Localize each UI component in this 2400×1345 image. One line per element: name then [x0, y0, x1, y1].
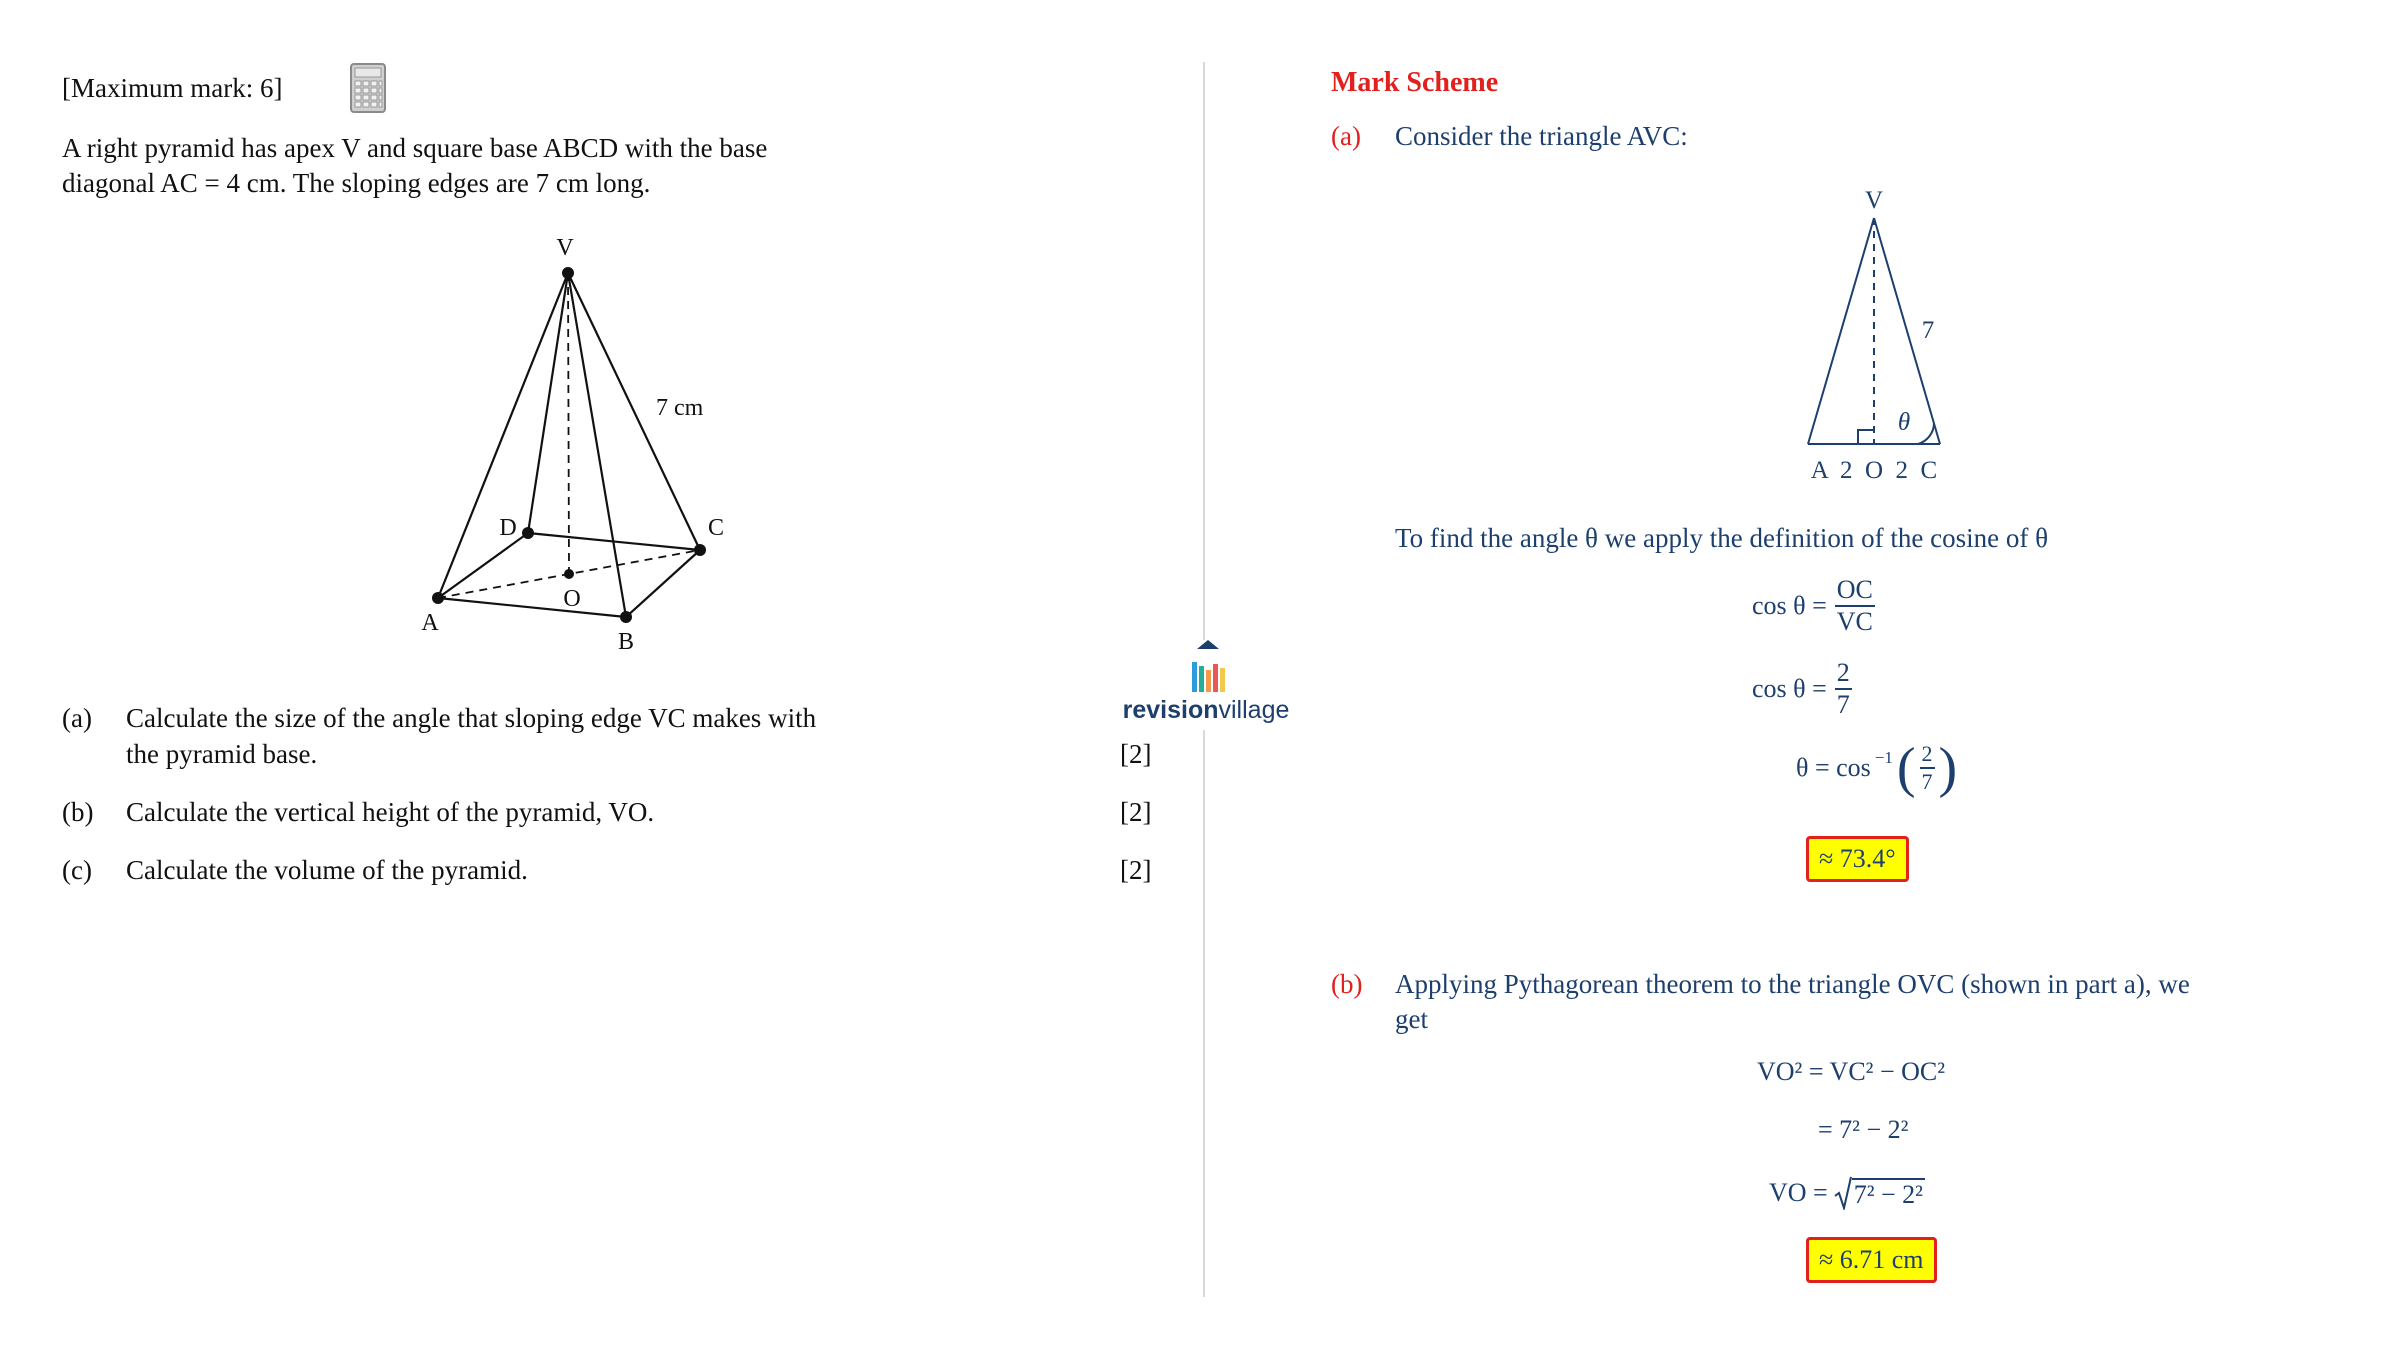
ms-b-eq1: VO² = VC² − OC²: [1757, 1057, 1946, 1086]
ms-a-method: To find the angle θ we apply the definition of the cosine of θ: [1395, 523, 2049, 553]
ms-a-eq2-lhs: cos θ =: [1752, 674, 1827, 703]
point-d: [522, 527, 534, 539]
ms-a-eq3-fraction: [1920, 741, 1935, 795]
ms-a-eq3: θ = cos $^{-1}$ ( $\frac{2}{7}$ ): [1796, 737, 1958, 799]
part-b-mark: [2]: [1120, 797, 1152, 827]
ms-a-answer: ≈ 73.4°: [1806, 836, 1909, 882]
ms-a-eq1-lhs: cos θ =: [1752, 591, 1827, 620]
logo-mark-icon: [1186, 640, 1230, 696]
ms-b-eq3-radical: [1834, 1176, 1925, 1210]
ms-b-line2: get: [1395, 1004, 1428, 1034]
ms-a-eq3-num: 2: [1920, 741, 1935, 769]
calculator-icon: [350, 63, 386, 113]
right-angle-marker: [1858, 430, 1874, 444]
ms-a-eq1-den: VC: [1836, 607, 1873, 636]
markscheme-title: Mark Scheme: [1331, 67, 1499, 98]
part-a-label: (a): [62, 703, 92, 733]
point-b: [620, 611, 632, 623]
revision-village-logo: [1118, 640, 1294, 730]
logo-text-bold: revision: [1122, 696, 1219, 724]
part-a-mark: [2]: [1120, 739, 1152, 769]
part-c-mark: [2]: [1120, 855, 1152, 885]
part-b-line1: Calculate the vertical height of the pyramid, VO.: [126, 797, 655, 827]
question-intro-line2: diagonal AC = 4 cm. The sloping edges are 7 cm long.: [62, 168, 651, 198]
point-o: [564, 569, 574, 579]
ms-part-b-label: (b): [1331, 969, 1363, 999]
ms-part-a-intro: Consider the triangle AVC:: [1395, 121, 1688, 151]
label-a: A: [421, 610, 439, 636]
ms-a-eq2: [1752, 658, 1852, 720]
ms-a-eq1: [1752, 575, 1875, 637]
edge-bc: [626, 550, 700, 617]
part-a-line1: Calculate the size of the angle that sloping edge VC makes with: [126, 703, 817, 733]
ms-b-answer: ≈ 6.71 cm: [1806, 1237, 1937, 1283]
sqrt-sign-icon: [1834, 1176, 1852, 1210]
part-b-label: (b): [62, 797, 94, 827]
ms-b-eq3-lhs: VO =: [1769, 1178, 1828, 1207]
ms-b-line1: Applying Pythagorean theorem to the triangle OVC (shown in part a), we: [1395, 969, 2190, 999]
point-c: [694, 544, 706, 556]
ms-a-eq1-num: OC: [1835, 575, 1875, 607]
tri-label-v: V: [1864, 187, 1884, 214]
point-v: [562, 267, 574, 279]
height-vo: [568, 273, 569, 574]
question-intro-line1: A right pyramid has apex V and square base ABCD with the base: [62, 133, 768, 163]
ms-a-eq2-num: 2: [1835, 658, 1852, 690]
ms-b-eq2: = 7² − 2²: [1818, 1115, 1909, 1144]
ms-a-eq3-sup: −1: [1874, 748, 1893, 767]
ms-b-eq3: [1769, 1176, 1925, 1210]
edge-va: [438, 273, 568, 598]
max-mark: [Maximum mark: 6]: [62, 73, 283, 103]
label-o: O: [563, 586, 581, 612]
label-d: D: [499, 515, 517, 541]
label-c: C: [707, 515, 725, 541]
edge-vd: [528, 273, 568, 533]
point-a: [432, 592, 444, 604]
tri-label-side: 7: [1921, 317, 1935, 344]
side-va: [1808, 218, 1874, 444]
part-c-label: (c): [62, 855, 92, 885]
label-v: V: [556, 235, 574, 261]
ms-a-eq3-den: 7: [1921, 769, 1933, 794]
label-edge-length: 7 cm: [656, 395, 704, 421]
ms-a-eq1-fraction: [1835, 575, 1875, 637]
tri-label-base: A 2 O 2 C: [1810, 457, 1938, 484]
triangle-avc-diagram: [1780, 180, 1970, 490]
ms-a-eq3-lhs: θ = cos: [1796, 753, 1871, 782]
part-a-line2: the pyramid base.: [126, 739, 318, 769]
ms-b-eq3-radicand: 7² − 2²: [1853, 1180, 1923, 1209]
ms-a-eq2-den: 7: [1836, 690, 1850, 719]
label-b: B: [617, 629, 635, 655]
ms-part-a-label: (a): [1331, 121, 1361, 151]
edge-ab: [438, 598, 626, 617]
part-c-line1: Calculate the volume of the pyramid.: [126, 855, 528, 885]
theta-arc: [1918, 423, 1934, 444]
tri-label-theta: θ: [1897, 409, 1911, 436]
logo-text-light: village: [1218, 696, 1290, 724]
ms-a-eq2-fraction: [1835, 658, 1852, 720]
pyramid-diagram: [400, 225, 780, 665]
